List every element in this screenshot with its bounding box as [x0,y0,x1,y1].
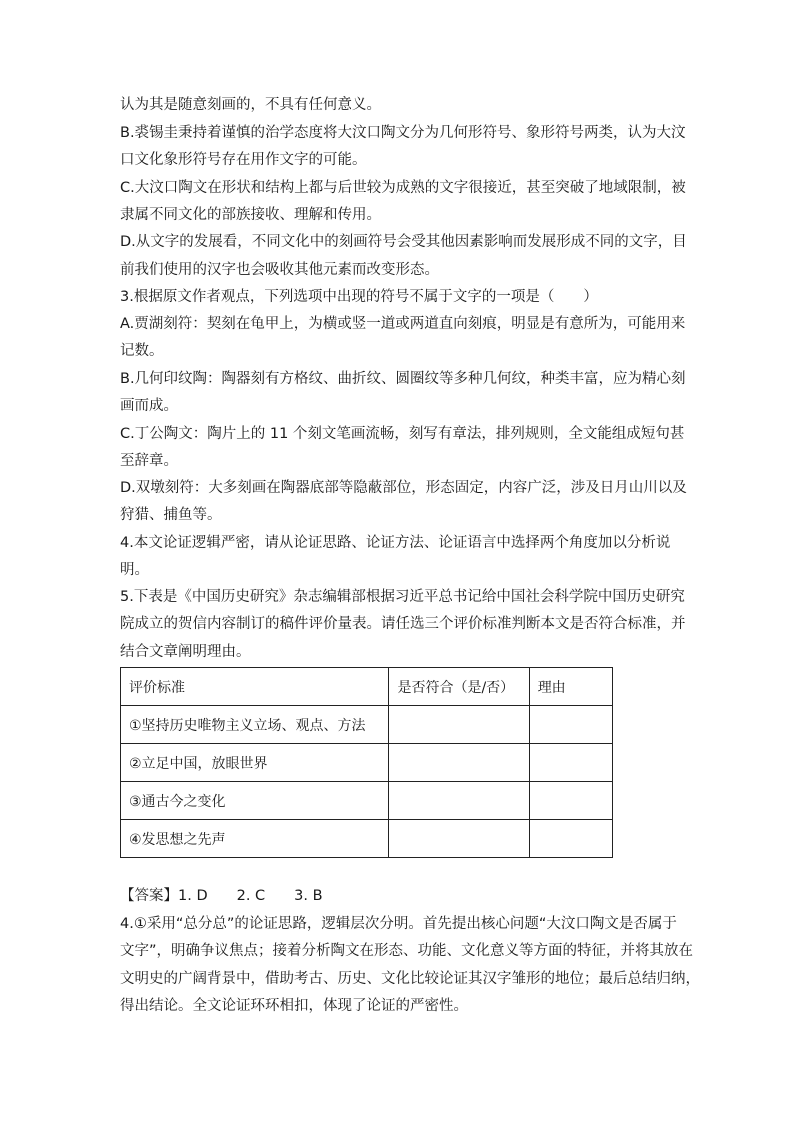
q3-option-a-line-2: 记数。 [120,343,164,359]
answer-4-line-2: 文字”，明确争议焦点；接着分析陶文在形态、功能、文化意义等方面的特征，并将其放在 [120,943,694,959]
option-b-line-2: 口文化象形符号存在用作文字的可能。 [120,152,367,168]
table-row [121,744,613,782]
option-d-line-2: 前我们使用的汉字也会吸收其他元素而改变形态。 [120,262,439,278]
q3-option-c-line-2: 至辞章。 [120,453,178,469]
answer-4-line-3: 文明史的广阔背景中，借助考古、历史、文化比较论证其汉字雏形的地位；最后总结归纳， [120,971,700,987]
table-cell [389,782,529,820]
question-5-line-1: 5.下表是《中国历史研究》杂志编辑部根据习近平总书记给中国社会科学院中国历史研究 [120,589,685,605]
table-header-cell: 是否符合（是/否） [389,668,529,706]
table-cell: ①坚持历史唯物主义立场、观点、方法 [121,706,389,744]
table-cell: ②立足中国，放眼世界 [121,744,389,782]
answer-key: 【答案】1. D 2. C 3. B [120,888,323,904]
option-d-line-1: D.从文字的发展看，不同文化中的刻画符号会受其他因素影响而发展形成不同的文字，目 [120,234,687,250]
table-cell [529,706,612,744]
table-row [121,706,613,744]
question-4-line-1: 4.本文论证逻辑严密，请从论证思路、论证方法、论证语言中选择两个角度加以分析说 [120,535,671,551]
question-5-line-2: 院成立的贺信内容制订的稿件评价量表。请任选三个评价标准判断本文是否符合标准，并 [120,616,686,632]
question-4-line-2: 明。 [120,562,149,578]
question-3: 3.根据原文作者观点，下列选项中出现的符号不属于文字的一项是（ ） [120,289,598,305]
table-cell [529,744,612,782]
table-row [121,820,613,858]
table-header-cell: 理由 [529,668,612,706]
option-b-line-1: B.裘锡圭秉持着谨慎的治学态度将大汶口陶文分为几何形符号、象形符号两类，认为大汶 [120,125,686,141]
table-cell [529,782,612,820]
option-c-line-1: C.大汶口陶文在形状和结构上都与后世较为成熟的文字很接近，甚至突破了地域限制，被 [120,180,686,196]
q3-option-b-line-2: 画而成。 [120,398,178,414]
table-cell [389,820,529,858]
table-row [121,782,613,820]
q3-option-d-line-1: D.双墩刻符：大多刻画在陶器底部等隐蔽部位，形态固定，内容广泛，涉及日月山川以及 [120,480,687,496]
q3-option-a-line-1: A.贾湖刻符：契刻在龟甲上，为横或竖一道或两道直向刻痕，明显是有意所为，可能用来 [120,316,686,332]
option-c-line-2: 隶属不同文化的部族接收、理解和传用。 [120,207,381,223]
q3-option-c-line-1: C.丁公陶文：陶片上的 11 个刻文笔画流畅，刻写有章法，排列规则，全文能组成短句甚 [120,426,685,442]
table-header-cell: 评价标准 [121,668,389,706]
table-cell [389,706,529,744]
text-line: 认为其是随意刻画的，不具有任何意义。 [120,97,381,113]
q3-option-b-line-1: B.几何印纹陶：陶器刻有方格纹、曲折纹、圆圈纹等多种几何纹，种类丰富，应为精心刻 [120,371,686,387]
q3-option-d-line-2: 狩猎、捕鱼等。 [120,507,222,523]
table-cell: ③通古今之变化 [121,782,389,820]
table-cell [529,820,612,858]
question-5-line-3: 结合文章阐明理由。 [120,644,251,660]
table-header-row [121,668,613,706]
table-cell: ④发思想之先声 [121,820,389,858]
evaluation-table [120,667,613,858]
answer-4-line-1: 4.①采用“总分总”的论证思路，逻辑层次分明。首先提出核心问题“大汶口陶文是否属于 [120,916,677,932]
answer-4-line-4: 得出结论。全文论证环环相扣，体现了论证的严密性。 [120,998,468,1014]
table-cell [389,744,529,782]
